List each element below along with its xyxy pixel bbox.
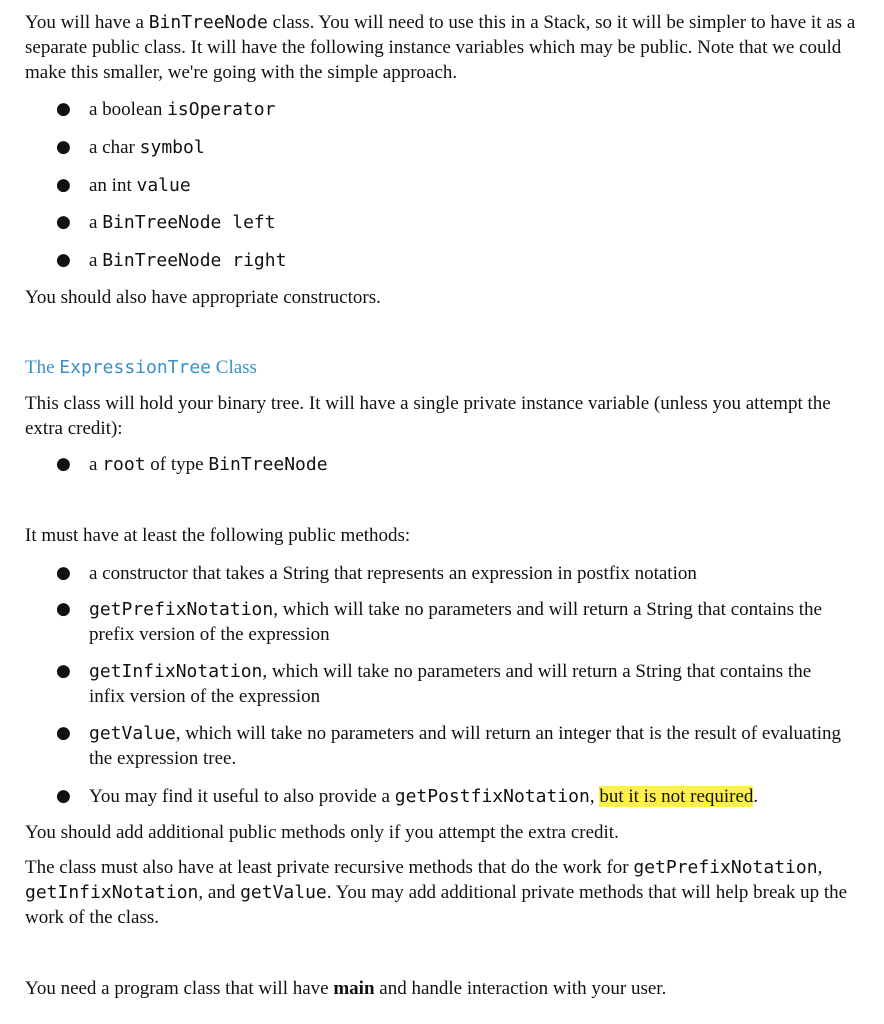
intro-code-bintreenode: BinTreeNode xyxy=(148,12,268,33)
bullet-icon: ● xyxy=(56,99,71,119)
bullet-icon: ● xyxy=(56,599,71,619)
field-pre: a char xyxy=(89,137,140,158)
program-text-1: You need a program class that will have xyxy=(25,978,334,999)
recursive-text-1: The class must also have at least private recursive methods that do the work for xyxy=(25,857,634,878)
extra-credit-note: You should add additional public methods only if you attempt the extra credit. xyxy=(25,822,619,843)
recursive-text-2: , xyxy=(817,857,823,878)
heading-pre: The xyxy=(25,357,60,378)
field-code: BinTreeNode left xyxy=(102,212,276,233)
method-text: , which will take no parameters and will return a String that contains the prefix version of the expression xyxy=(89,599,822,645)
recursive-code-value: getValue xyxy=(240,882,327,903)
field-code: value xyxy=(136,175,191,196)
tree-intro: This class will hold your binary tree. It will have a single private instance variable (unless you attempt the extra credit): xyxy=(25,393,831,439)
program-paragraph xyxy=(25,976,865,1001)
root-code: root xyxy=(102,454,146,475)
constructors-note: You should also have appropriate constructors. xyxy=(25,287,381,308)
methods-intro: It must have at least the following public methods: xyxy=(25,525,411,546)
method-code: getValue xyxy=(89,723,176,744)
field-pre: a xyxy=(89,212,103,233)
root-pre: a xyxy=(89,454,103,475)
bullet-icon: ● xyxy=(56,175,71,195)
highlighted-text: but it is not required xyxy=(599,786,754,807)
recursive-text-3: , and xyxy=(198,882,241,903)
recursive-paragraph xyxy=(25,855,865,930)
program-text-2: and handle interaction with your user. xyxy=(374,978,667,999)
postfix-mid: , xyxy=(589,786,600,807)
bullet-icon: ● xyxy=(56,563,71,583)
bullet-icon: ● xyxy=(56,250,71,270)
intro-paragraph xyxy=(25,10,865,85)
bullet-icon: ● xyxy=(56,786,71,806)
heading-code: ExpressionTree xyxy=(59,357,212,378)
intro-text-2: class. You will need to use this in a Stack, so it will be simpler to have it as a separate public class. It will have the following instance variables which may be public. Note that we could make this smaller, we're going with the simple approach. xyxy=(25,12,856,83)
field-code: BinTreeNode right xyxy=(102,250,287,271)
recursive-text-4: . You may add additional private methods that will help break up the work of the class. xyxy=(25,882,848,928)
intro-text-1: You will have a xyxy=(25,12,149,33)
postfix-code: getPostfixNotation xyxy=(394,786,590,807)
bullet-icon: ● xyxy=(56,723,71,743)
postfix-post: . xyxy=(753,786,759,807)
bullet-icon: ● xyxy=(56,212,71,232)
method-text: a constructor that takes a String that represents an expression in postfix notation xyxy=(89,563,697,584)
field-pre: a boolean xyxy=(89,99,168,120)
method-text: , which will take no parameters and will return an integer that is the result of evaluating the expression tree. xyxy=(89,723,842,769)
method-code: getInfixNotation xyxy=(89,661,263,682)
root-mid: of type xyxy=(145,454,209,475)
bullet-icon: ● xyxy=(56,137,71,157)
bullet-icon: ● xyxy=(56,454,71,474)
postfix-pre: You may find it useful to also provide a xyxy=(89,786,395,807)
root-type-code: BinTreeNode xyxy=(208,454,328,475)
program-main-bold: main xyxy=(333,978,375,999)
recursive-code-infix: getInfixNotation xyxy=(25,882,199,903)
method-text: , which will take no parameters and will return a String that contains the infix version of the expression xyxy=(89,661,812,707)
method-code: getPrefixNotation xyxy=(89,599,274,620)
section-heading xyxy=(25,355,257,380)
recursive-code-prefix: getPrefixNotation xyxy=(633,857,818,878)
field-code: symbol xyxy=(139,137,205,158)
field-pre: an int xyxy=(89,175,137,196)
heading-post: Class xyxy=(211,357,257,378)
field-code: isOperator xyxy=(167,99,276,120)
field-pre: a xyxy=(89,250,103,271)
bullet-icon: ● xyxy=(56,661,71,681)
